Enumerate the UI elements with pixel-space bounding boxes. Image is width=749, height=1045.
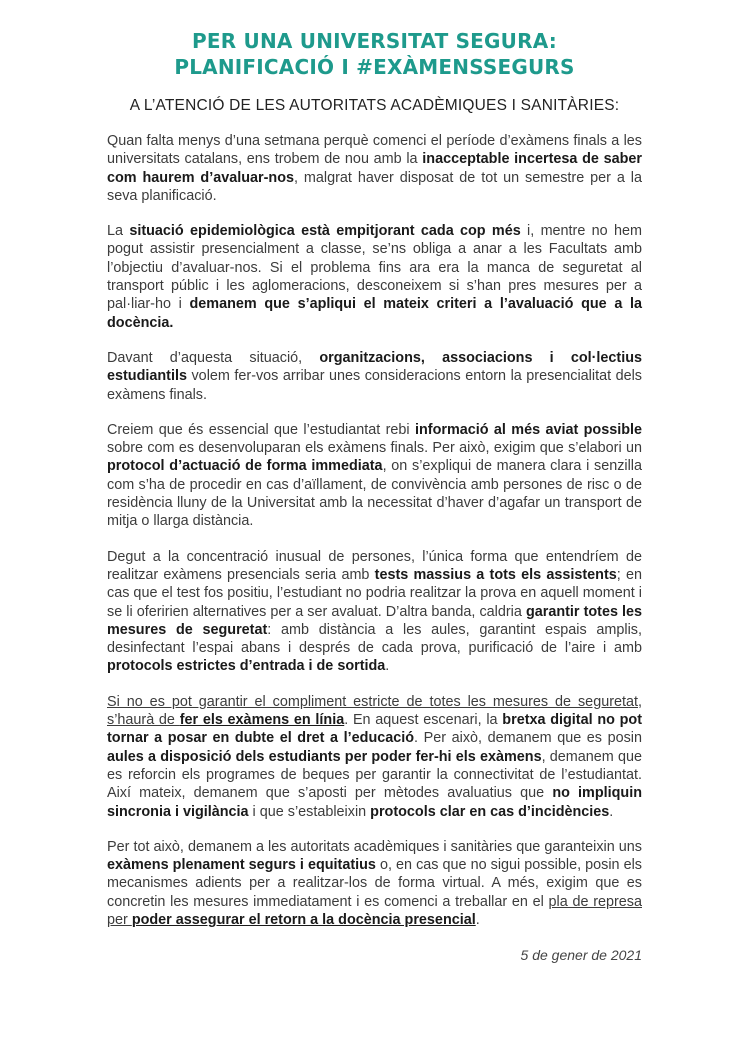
p7-underlined-1: pla de represa per	[107, 893, 642, 928]
p6-bold-3: aules a disposició dels estudiants per poder fer-hi els exàmens	[107, 748, 542, 765]
p6-bold-2: bretxa digital no pot tornar a posar en dubte el dret a l’educació	[107, 712, 643, 747]
p6-bold-5: protocols clar en cas d’incidències	[370, 803, 610, 820]
title-line-2: PLANIFICACIÓ I #EXÀMENSSEGURS	[174, 55, 575, 79]
p2-text-1: La	[107, 223, 130, 240]
p1-text-1: Quan falta menys d’una setmana perquè comenci el període d’exàmens finals a les universitats catalans, ens trobem de nou amb la	[107, 133, 642, 168]
p7-text-3: .	[475, 911, 480, 928]
title-line-1: PER UNA UNIVERSITAT SEGURA:	[192, 29, 557, 53]
p2-text-2: i, mentre no hem pogut assistir presencialment a classe, se’ns obliga a anar a les Facultats amb l’objectiu d’avaluar-nos. Si el problema fins ara era la manca de seguretat al transport públic i les aglomeracions, desconeixem si s’han pres mesures per a pal·liar-ho i	[107, 223, 642, 313]
p2-bold-1: situació epidemiològica està empitjorant cada cop més	[129, 223, 521, 240]
paragraph-7	[107, 838, 642, 929]
p5-text-4: .	[385, 658, 390, 675]
p5-text-3: : amb distància a les aules, garantint espais amplis, desinfectant l’espai abans i després de cada prova, purificació de l’aire i amb	[107, 621, 642, 657]
p6-text-3: , demanem que es reforcin els programes de beques per garantir la connectivitat de l’estudiantat. Així mateix, demanem que s’aposti per mètodes avaluatius que	[107, 748, 642, 802]
document-date: 5 de gener de 2021	[520, 947, 642, 964]
p5-bold-1: tests massius a tots els assistents	[374, 566, 617, 583]
document-title	[107, 28, 642, 80]
p6-text-2: . Per això, demanem que es posin	[414, 730, 642, 747]
paragraph-6	[107, 693, 642, 821]
p7-text-2: o, en cas que no sigui possible, posin els mecanismes adients per a realitzar-los de forma virtual. A més, exigim que es concretin les mesures immediatament i es comenci a treballar en el	[107, 857, 642, 910]
p6-bold-1: fer els exàmens en línia	[179, 712, 345, 729]
p4-text-2: sobre com es desenvoluparan els exàmens finals. Per això, exigim que s’elabori un	[107, 440, 642, 457]
p1-bold-1: inacceptable incertesa de saber com haurem d’avaluar-nos	[107, 151, 642, 186]
p5-text-1: Degut a la concentració inusual de persones, l’única forma que entendríem de realitzar exàmens presencials seria amb	[107, 548, 642, 583]
p5-bold-3: protocols estrictes d’entrada i de sortida	[107, 658, 386, 675]
p6-bold-4: no impliquin sincronia i vigilància	[107, 785, 642, 820]
p7-bold-1: exàmens plenament segurs i equitatius	[107, 857, 376, 874]
p5-bold-2: garantir totes les mesures de seguretat	[107, 603, 643, 638]
recipients-heading: A L’ATENCIÓ DE LES AUTORITATS ACADÈMIQUES I SANITÀRIES:	[129, 97, 620, 114]
p3-bold-1: organitzacions, associacions i col·lectius estudiantils	[107, 349, 642, 385]
paragraph-2	[107, 222, 642, 332]
paragraph-3	[107, 349, 642, 404]
p4-text-3: , on s’expliqui de manera clara i senzilla com s’ha de procedir en cas d’aïllament, de convivència amb persones de risc o de residència lluny de la Universitat amb la necessitat d’haver d’agafar un transport de mitja o llarga distància.	[107, 458, 642, 530]
p3-text-2: volem fer-vos arribar unes consideracions entorn la presencialitat dels exàmens finals.	[107, 368, 642, 403]
paragraph-4	[107, 421, 642, 531]
p4-bold-2: protocol d’actuació de forma immediata	[107, 458, 383, 475]
p4-bold-1: informació al més aviat possible	[414, 421, 643, 438]
p6-text-4: i que s’estableixin	[248, 803, 371, 820]
p4-text-1: Creiem que és essencial que l’estudiantat rebi	[107, 421, 415, 438]
p5-text-2: ; en cas que el test fos positiu, l’estudiant no podria realitzar la prova en aquell moment i se li oferirien alternatives per a ser avaluat. D’altra banda, caldria	[107, 566, 642, 620]
paragraph-5	[107, 548, 642, 676]
p7-text-1: Per tot això, demanem a les autoritats acadèmiques i sanitàries que garanteixin uns	[107, 838, 642, 855]
paragraph-1	[107, 132, 642, 205]
p2-bold-2: demanem que s’apliqui el mateix criteri a l’avaluació que a la docència.	[107, 296, 642, 331]
p6-underlined-1: Si no es pot garantir el compliment estricte de totes les mesures de seguretat, s’haurà de	[107, 693, 642, 729]
p6-text-1: . En aquest escenari, la	[344, 712, 503, 729]
p7-bold-2: poder assegurar el retorn a la docència presencial	[131, 911, 476, 928]
p6-text-5: .	[609, 803, 614, 820]
p1-text-2: , malgrat haver disposat de tot un semestre per a la seva planificació.	[107, 169, 643, 204]
p3-text-1: Davant d’aquesta situació,	[107, 349, 320, 366]
